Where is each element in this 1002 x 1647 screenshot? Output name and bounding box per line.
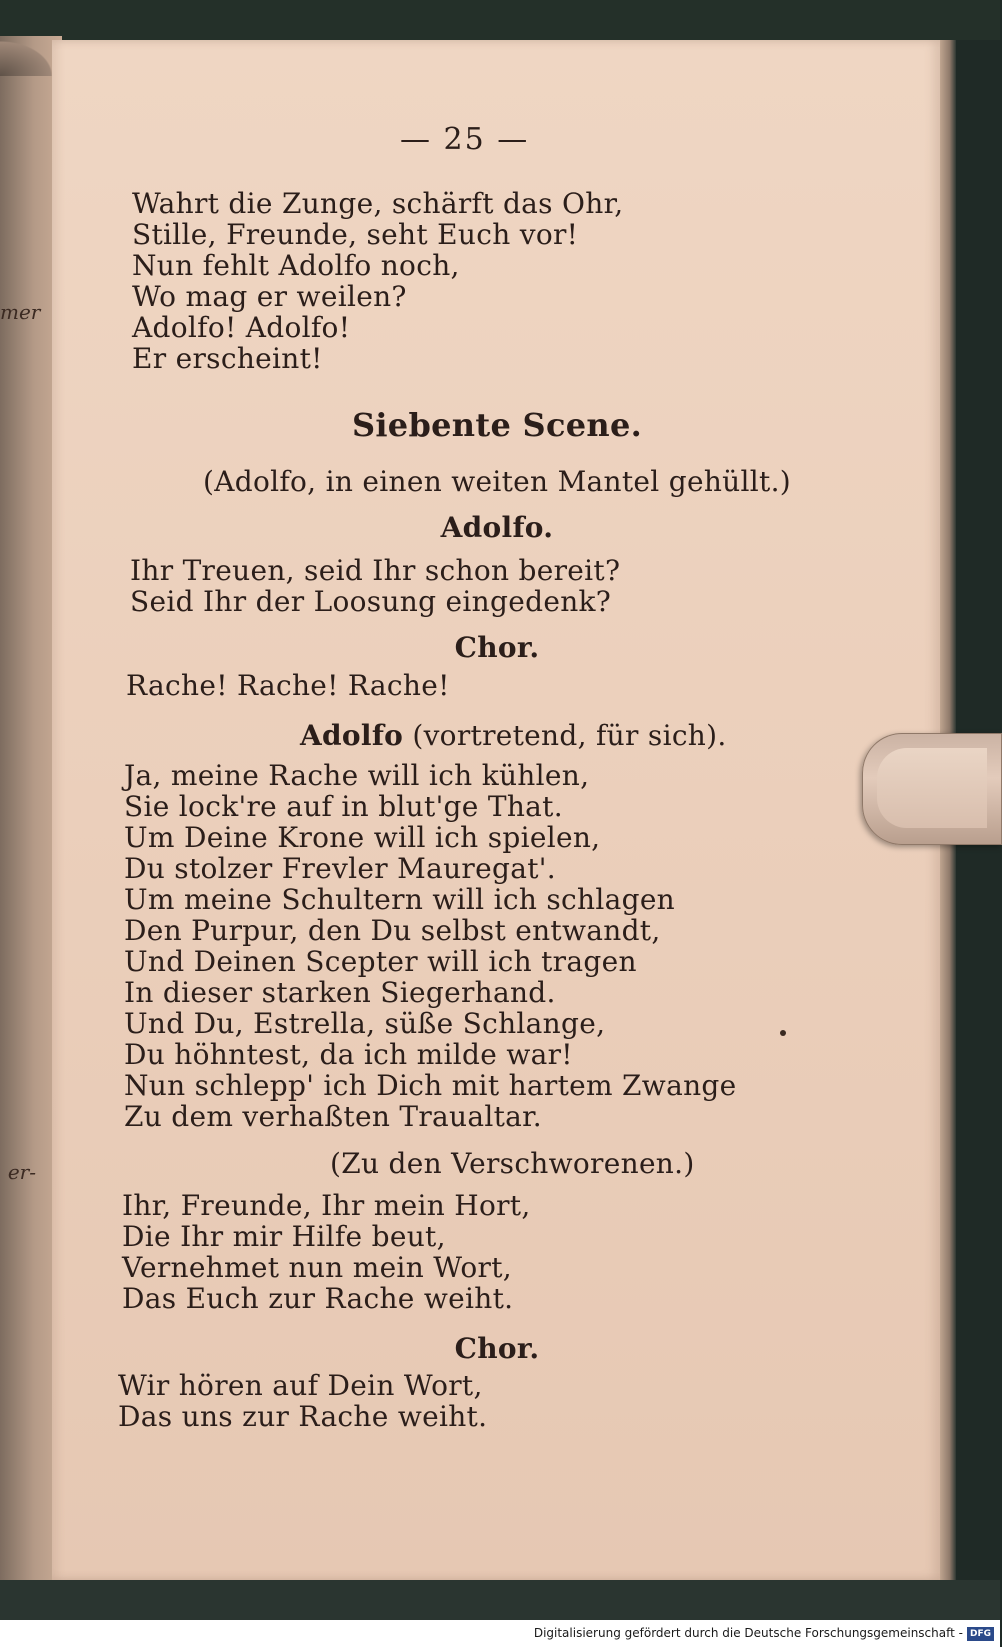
- background-bottom: [0, 1580, 1000, 1620]
- verse-line: Um Deine Krone will ich spielen,: [124, 821, 601, 854]
- dfg-logo: DFG: [967, 1627, 994, 1641]
- page-clip: [862, 733, 1002, 845]
- verse-line: Rache! Rache! Rache!: [126, 669, 450, 702]
- stage-direction: (Adolfo, in einen weiten Mantel gehüllt.): [202, 465, 792, 498]
- verse-line: Den Purpur, den Du selbst entwandt,: [124, 914, 661, 947]
- stage-direction: (vortretend, für sich).: [412, 719, 727, 752]
- verse-line: Er erscheint!: [132, 342, 323, 375]
- verse-line: Die Ihr mir Hilfe beut,: [122, 1220, 446, 1253]
- verse-line: Um meine Schultern will ich schlagen: [124, 883, 676, 916]
- verse-line: Wir hören auf Dein Wort,: [118, 1369, 483, 1402]
- verse-line: Und Deinen Scepter will ich tragen: [124, 945, 637, 978]
- verse-line: In dieser starken Siegerhand.: [124, 976, 556, 1009]
- verse-line: Und Du, Estrella, süße Schlange,: [124, 1007, 606, 1040]
- verse-line: Das Euch zur Rache weiht.: [122, 1282, 514, 1315]
- verse-line: Wo mag er weilen?: [132, 280, 407, 313]
- verse-line: Nun fehlt Adolfo noch,: [132, 249, 460, 282]
- verse-line: Das uns zur Rache weiht.: [118, 1400, 488, 1433]
- verse-line: Seid Ihr der Loosung eingedenk?: [130, 585, 612, 618]
- speaker-name: Adolfo.: [440, 511, 554, 544]
- verse-line: Ihr, Freunde, Ihr mein Hort,: [122, 1189, 531, 1222]
- verse-line: Ihr Treuen, seid Ihr schon bereit?: [130, 554, 621, 587]
- verse-line: Du höhntest, da ich milde war!: [124, 1038, 573, 1071]
- verse-line: Du stolzer Frevler Mauregat'.: [124, 852, 556, 885]
- verse-line: Sie lock're auf in blut'ge That.: [124, 790, 563, 823]
- speaker-name: Adolfo: [300, 719, 404, 752]
- verse-line: Wahrt die Zunge, schärft das Ohr,: [132, 187, 624, 220]
- background-top: [0, 0, 1000, 40]
- stage-direction: (Zu den Verschworenen.): [330, 1147, 695, 1180]
- verse-line: Ja, meine Rache will ich kühlen,: [124, 759, 590, 792]
- left-page-fragment: mer: [0, 300, 41, 324]
- verse-line: Stille, Freunde, seht Euch vor!: [132, 218, 579, 251]
- scene-title: Siebente Scene.: [351, 406, 643, 444]
- verse-line: Vernehmet nun mein Wort,: [122, 1251, 512, 1284]
- left-page-fragment: er-: [7, 1160, 36, 1184]
- verse-line: Adolfo! Adolfo!: [132, 311, 351, 344]
- speaker-name: Chor.: [454, 1332, 540, 1365]
- left-page-curl: [0, 36, 60, 76]
- page-number: — 25 —: [400, 122, 530, 157]
- ink-speck: [780, 1030, 786, 1036]
- verse-line: Nun schlepp' ich Dich mit hartem Zwange: [124, 1069, 737, 1102]
- digitization-footer: [0, 1620, 1000, 1647]
- speaker-heading: [300, 720, 727, 751]
- footer-text: Digitalisierung gefördert durch die Deutsche Forschungsgemeinschaft -: [533, 1626, 963, 1640]
- verse-line: Zu dem verhaßten Traualtar.: [124, 1100, 542, 1133]
- speaker-name: Chor.: [454, 631, 540, 664]
